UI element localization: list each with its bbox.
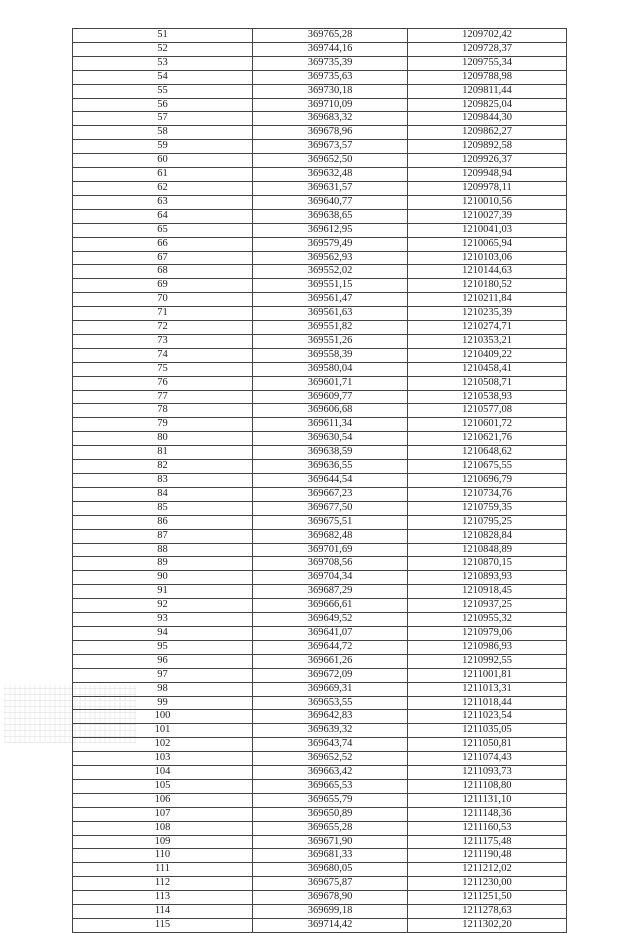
point-number-cell: 74 (73, 348, 253, 362)
point-number-cell: 78 (73, 404, 253, 418)
point-number-cell: 110 (73, 849, 253, 863)
point-number-cell: 72 (73, 321, 253, 335)
table-row (73, 140, 567, 154)
point-number-cell: 86 (73, 515, 253, 529)
table-row (73, 390, 567, 404)
y-coordinate-cell: 1210458,41 (408, 362, 567, 376)
point-number-cell: 60 (73, 154, 253, 168)
x-coordinate-cell: 369636,55 (253, 460, 408, 474)
x-coordinate-cell: 369652,52 (253, 752, 408, 766)
y-coordinate-cell: 1209892,58 (408, 140, 567, 154)
y-coordinate-cell: 1211160,53 (408, 821, 567, 835)
table-row (73, 418, 567, 432)
table-row (73, 654, 567, 668)
y-coordinate-cell: 1209844,30 (408, 112, 567, 126)
table-row (73, 891, 567, 905)
point-number-cell: 108 (73, 821, 253, 835)
table-row (73, 84, 567, 98)
point-number-cell: 52 (73, 42, 253, 56)
x-coordinate-cell: 369631,57 (253, 181, 408, 195)
x-coordinate-cell: 369650,89 (253, 807, 408, 821)
x-coordinate-cell: 369630,54 (253, 432, 408, 446)
point-number-cell: 59 (73, 140, 253, 154)
table-row (73, 195, 567, 209)
point-number-cell: 100 (73, 710, 253, 724)
point-number-cell: 93 (73, 613, 253, 627)
x-coordinate-cell: 369609,77 (253, 390, 408, 404)
x-coordinate-cell: 369704,34 (253, 571, 408, 585)
y-coordinate-cell: 1210065,94 (408, 237, 567, 251)
y-coordinate-cell: 1210274,71 (408, 321, 567, 335)
table-row (73, 293, 567, 307)
x-coordinate-cell: 369561,47 (253, 293, 408, 307)
table-row (73, 779, 567, 793)
x-coordinate-cell: 369644,54 (253, 474, 408, 488)
y-coordinate-cell: 1209755,34 (408, 56, 567, 70)
y-coordinate-cell: 1211093,73 (408, 766, 567, 780)
y-coordinate-cell: 1210041,03 (408, 223, 567, 237)
table-row (73, 98, 567, 112)
y-coordinate-cell: 1210648,62 (408, 446, 567, 460)
table-row (73, 543, 567, 557)
table-row (73, 905, 567, 919)
point-number-cell: 88 (73, 543, 253, 557)
table-row (73, 334, 567, 348)
point-number-cell: 66 (73, 237, 253, 251)
point-number-cell: 84 (73, 487, 253, 501)
x-coordinate-cell: 369678,96 (253, 126, 408, 140)
table-row (73, 56, 567, 70)
table-row (73, 265, 567, 279)
point-number-cell: 82 (73, 460, 253, 474)
point-number-cell: 91 (73, 585, 253, 599)
x-coordinate-cell: 369669,31 (253, 682, 408, 696)
table-row (73, 362, 567, 376)
table-row (73, 279, 567, 293)
table-row (73, 404, 567, 418)
point-number-cell: 111 (73, 863, 253, 877)
x-coordinate-cell: 369606,68 (253, 404, 408, 418)
table-row (73, 877, 567, 891)
table-row (73, 154, 567, 168)
y-coordinate-cell: 1211131,10 (408, 793, 567, 807)
x-coordinate-cell: 369681,33 (253, 849, 408, 863)
x-coordinate-cell: 369652,50 (253, 154, 408, 168)
x-coordinate-cell: 369666,61 (253, 599, 408, 613)
y-coordinate-cell: 1210675,55 (408, 460, 567, 474)
x-coordinate-cell: 369639,32 (253, 724, 408, 738)
x-coordinate-cell: 369735,39 (253, 56, 408, 70)
x-coordinate-cell: 369673,57 (253, 140, 408, 154)
point-number-cell: 55 (73, 84, 253, 98)
table-row (73, 724, 567, 738)
x-coordinate-cell: 369580,04 (253, 362, 408, 376)
table-row (73, 793, 567, 807)
point-number-cell: 99 (73, 696, 253, 710)
table-row (73, 807, 567, 821)
y-coordinate-cell: 1211001,81 (408, 668, 567, 682)
x-coordinate-cell: 369638,65 (253, 209, 408, 223)
y-coordinate-cell: 1210918,45 (408, 585, 567, 599)
table-row (73, 432, 567, 446)
x-coordinate-cell: 369558,39 (253, 348, 408, 362)
x-coordinate-cell: 369643,74 (253, 738, 408, 752)
x-coordinate-cell: 369653,55 (253, 696, 408, 710)
table-row (73, 112, 567, 126)
point-number-cell: 103 (73, 752, 253, 766)
y-coordinate-cell: 1210353,21 (408, 334, 567, 348)
table-row (73, 168, 567, 182)
x-coordinate-cell: 369661,26 (253, 654, 408, 668)
x-coordinate-cell: 369611,34 (253, 418, 408, 432)
table-row (73, 626, 567, 640)
point-number-cell: 97 (73, 668, 253, 682)
table-row (73, 70, 567, 84)
table-row (73, 501, 567, 515)
point-number-cell: 109 (73, 835, 253, 849)
x-coordinate-cell: 369562,93 (253, 251, 408, 265)
table-row (73, 376, 567, 390)
x-coordinate-cell: 369644,72 (253, 640, 408, 654)
x-coordinate-cell: 369667,23 (253, 487, 408, 501)
table-row (73, 237, 567, 251)
x-coordinate-cell: 369765,28 (253, 29, 408, 43)
x-coordinate-cell: 369632,48 (253, 168, 408, 182)
y-coordinate-cell: 1210180,52 (408, 279, 567, 293)
y-coordinate-cell: 1210409,22 (408, 348, 567, 362)
y-coordinate-cell: 1211050,81 (408, 738, 567, 752)
point-number-cell: 51 (73, 29, 253, 43)
table-row (73, 849, 567, 863)
y-coordinate-cell: 1210027,39 (408, 209, 567, 223)
table-row (73, 42, 567, 56)
table-row (73, 348, 567, 362)
x-coordinate-cell: 369638,59 (253, 446, 408, 460)
point-number-cell: 102 (73, 738, 253, 752)
y-coordinate-cell: 1211023,54 (408, 710, 567, 724)
table-row (73, 515, 567, 529)
table-row (73, 321, 567, 335)
y-coordinate-cell: 1210508,71 (408, 376, 567, 390)
y-coordinate-cell: 1210870,15 (408, 557, 567, 571)
point-number-cell: 75 (73, 362, 253, 376)
x-coordinate-cell: 369708,56 (253, 557, 408, 571)
point-number-cell: 112 (73, 877, 253, 891)
x-coordinate-cell: 369677,50 (253, 501, 408, 515)
y-coordinate-cell: 1211074,43 (408, 752, 567, 766)
table-row (73, 181, 567, 195)
y-coordinate-cell: 1209825,04 (408, 98, 567, 112)
point-number-cell: 87 (73, 529, 253, 543)
table-row (73, 487, 567, 501)
y-coordinate-cell: 1210795,25 (408, 515, 567, 529)
y-coordinate-cell: 1210211,84 (408, 293, 567, 307)
table-row (73, 557, 567, 571)
x-coordinate-cell: 369612,95 (253, 223, 408, 237)
point-number-cell: 81 (73, 446, 253, 460)
y-coordinate-cell: 1209728,37 (408, 42, 567, 56)
table-row (73, 251, 567, 265)
table-row (73, 696, 567, 710)
table-row (73, 752, 567, 766)
point-number-cell: 101 (73, 724, 253, 738)
y-coordinate-cell: 1211302,20 (408, 919, 567, 933)
x-coordinate-cell: 369680,05 (253, 863, 408, 877)
y-coordinate-cell: 1210979,06 (408, 626, 567, 640)
point-number-cell: 69 (73, 279, 253, 293)
y-coordinate-cell: 1211108,80 (408, 779, 567, 793)
y-coordinate-cell: 1211148,36 (408, 807, 567, 821)
table-row (73, 209, 567, 223)
y-coordinate-cell: 1209978,11 (408, 181, 567, 195)
x-coordinate-cell: 369701,69 (253, 543, 408, 557)
x-coordinate-cell: 369640,77 (253, 195, 408, 209)
point-number-cell: 79 (73, 418, 253, 432)
table-row (73, 766, 567, 780)
table-row (73, 738, 567, 752)
y-coordinate-cell: 1210893,93 (408, 571, 567, 585)
point-number-cell: 77 (73, 390, 253, 404)
x-coordinate-cell: 369730,18 (253, 84, 408, 98)
table-row (73, 529, 567, 543)
point-number-cell: 64 (73, 209, 253, 223)
x-coordinate-cell: 369601,71 (253, 376, 408, 390)
point-number-cell: 98 (73, 682, 253, 696)
y-coordinate-cell: 1209811,44 (408, 84, 567, 98)
x-coordinate-cell: 369551,26 (253, 334, 408, 348)
table-row (73, 710, 567, 724)
point-number-cell: 57 (73, 112, 253, 126)
x-coordinate-cell: 369649,52 (253, 613, 408, 627)
x-coordinate-cell: 369655,28 (253, 821, 408, 835)
table-row (73, 668, 567, 682)
y-coordinate-cell: 1209788,98 (408, 70, 567, 84)
x-coordinate-cell: 369735,63 (253, 70, 408, 84)
table-row (73, 223, 567, 237)
point-number-cell: 83 (73, 474, 253, 488)
y-coordinate-cell: 1211212,02 (408, 863, 567, 877)
y-coordinate-cell: 1211035,05 (408, 724, 567, 738)
x-coordinate-cell: 369561,63 (253, 307, 408, 321)
coordinates-table (72, 28, 567, 933)
point-number-cell: 73 (73, 334, 253, 348)
x-coordinate-cell: 369714,42 (253, 919, 408, 933)
x-coordinate-cell: 369678,90 (253, 891, 408, 905)
x-coordinate-cell: 369655,79 (253, 793, 408, 807)
table-row (73, 460, 567, 474)
y-coordinate-cell: 1210538,93 (408, 390, 567, 404)
y-coordinate-cell: 1210848,89 (408, 543, 567, 557)
point-number-cell: 94 (73, 626, 253, 640)
y-coordinate-cell: 1209862,27 (408, 126, 567, 140)
point-number-cell: 114 (73, 905, 253, 919)
y-coordinate-cell: 1211175,48 (408, 835, 567, 849)
y-coordinate-cell: 1210103,06 (408, 251, 567, 265)
point-number-cell: 92 (73, 599, 253, 613)
point-number-cell: 90 (73, 571, 253, 585)
table-row (73, 126, 567, 140)
point-number-cell: 80 (73, 432, 253, 446)
point-number-cell: 62 (73, 181, 253, 195)
y-coordinate-cell: 1210144,63 (408, 265, 567, 279)
y-coordinate-cell: 1210621,76 (408, 432, 567, 446)
y-coordinate-cell: 1210986,93 (408, 640, 567, 654)
table-row (73, 571, 567, 585)
y-coordinate-cell: 1209948,94 (408, 168, 567, 182)
point-number-cell: 53 (73, 56, 253, 70)
point-number-cell: 113 (73, 891, 253, 905)
table-row (73, 446, 567, 460)
table-row (73, 835, 567, 849)
x-coordinate-cell: 369552,02 (253, 265, 408, 279)
table-row (73, 821, 567, 835)
point-number-cell: 68 (73, 265, 253, 279)
y-coordinate-cell: 1210734,76 (408, 487, 567, 501)
y-coordinate-cell: 1210601,72 (408, 418, 567, 432)
point-number-cell: 63 (73, 195, 253, 209)
x-coordinate-cell: 369663,42 (253, 766, 408, 780)
point-number-cell: 58 (73, 126, 253, 140)
y-coordinate-cell: 1210828,84 (408, 529, 567, 543)
point-number-cell: 115 (73, 919, 253, 933)
x-coordinate-cell: 369642,83 (253, 710, 408, 724)
point-number-cell: 71 (73, 307, 253, 321)
point-number-cell: 106 (73, 793, 253, 807)
x-coordinate-cell: 369744,16 (253, 42, 408, 56)
point-number-cell: 104 (73, 766, 253, 780)
x-coordinate-cell: 369675,87 (253, 877, 408, 891)
point-number-cell: 70 (73, 293, 253, 307)
y-coordinate-cell: 1210696,79 (408, 474, 567, 488)
x-coordinate-cell: 369551,82 (253, 321, 408, 335)
point-number-cell: 61 (73, 168, 253, 182)
x-coordinate-cell: 369551,15 (253, 279, 408, 293)
point-number-cell: 65 (73, 223, 253, 237)
y-coordinate-cell: 1210010,56 (408, 195, 567, 209)
table-row (73, 474, 567, 488)
point-number-cell: 76 (73, 376, 253, 390)
x-coordinate-cell: 369665,53 (253, 779, 408, 793)
x-coordinate-cell: 369687,29 (253, 585, 408, 599)
y-coordinate-cell: 1211251,50 (408, 891, 567, 905)
table-row (73, 29, 567, 43)
table-row (73, 585, 567, 599)
table-row (73, 863, 567, 877)
table-row (73, 307, 567, 321)
y-coordinate-cell: 1210937,25 (408, 599, 567, 613)
y-coordinate-cell: 1211190,48 (408, 849, 567, 863)
coordinates-table-body (73, 29, 567, 933)
x-coordinate-cell: 369682,48 (253, 529, 408, 543)
table-row (73, 599, 567, 613)
table-row (73, 919, 567, 933)
x-coordinate-cell: 369672,09 (253, 668, 408, 682)
point-number-cell: 54 (73, 70, 253, 84)
y-coordinate-cell: 1209926,37 (408, 154, 567, 168)
x-coordinate-cell: 369579,49 (253, 237, 408, 251)
x-coordinate-cell: 369641,07 (253, 626, 408, 640)
table-row (73, 682, 567, 696)
y-coordinate-cell: 1210955,32 (408, 613, 567, 627)
y-coordinate-cell: 1210235,39 (408, 307, 567, 321)
point-number-cell: 95 (73, 640, 253, 654)
y-coordinate-cell: 1209702,42 (408, 29, 567, 43)
y-coordinate-cell: 1210577,08 (408, 404, 567, 418)
x-coordinate-cell: 369683,32 (253, 112, 408, 126)
y-coordinate-cell: 1210759,35 (408, 501, 567, 515)
table-row (73, 640, 567, 654)
point-number-cell: 89 (73, 557, 253, 571)
point-number-cell: 56 (73, 98, 253, 112)
x-coordinate-cell: 369671,90 (253, 835, 408, 849)
x-coordinate-cell: 369710,09 (253, 98, 408, 112)
y-coordinate-cell: 1210992,55 (408, 654, 567, 668)
x-coordinate-cell: 369699,18 (253, 905, 408, 919)
point-number-cell: 107 (73, 807, 253, 821)
y-coordinate-cell: 1211230,00 (408, 877, 567, 891)
point-number-cell: 105 (73, 779, 253, 793)
y-coordinate-cell: 1211013,31 (408, 682, 567, 696)
y-coordinate-cell: 1211018,44 (408, 696, 567, 710)
point-number-cell: 96 (73, 654, 253, 668)
table-row (73, 613, 567, 627)
y-coordinate-cell: 1211278,63 (408, 905, 567, 919)
point-number-cell: 67 (73, 251, 253, 265)
x-coordinate-cell: 369675,51 (253, 515, 408, 529)
point-number-cell: 85 (73, 501, 253, 515)
